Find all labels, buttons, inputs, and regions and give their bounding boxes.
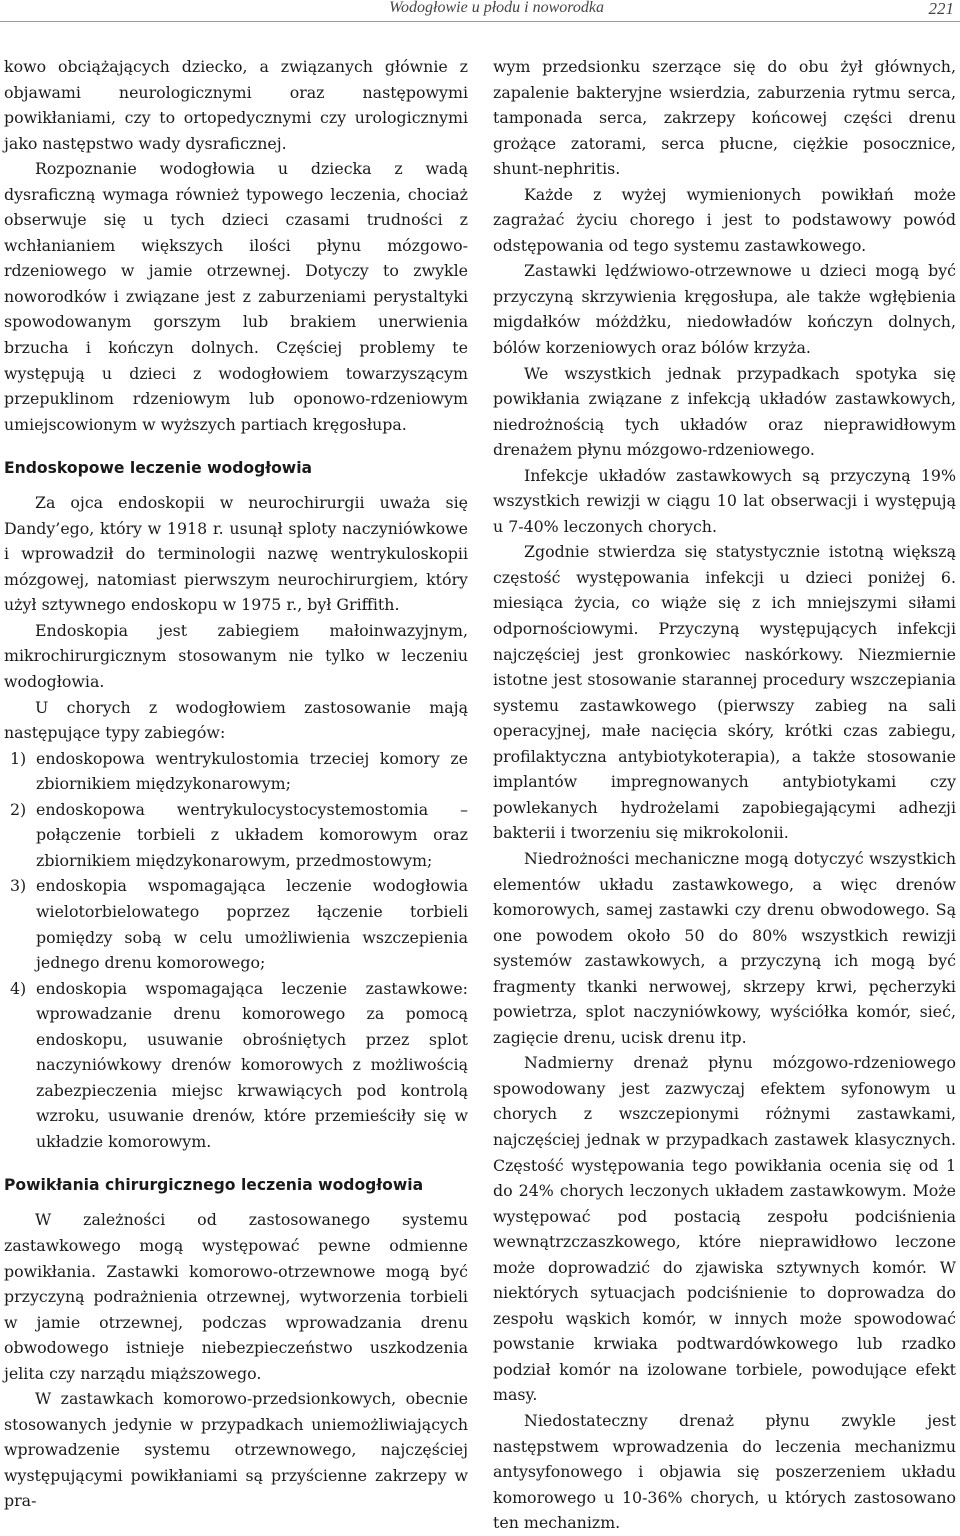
paragraph: W zależności od zastosowanego systemu zastawkowego mogą występować pewne odmienne powikłania. Zastawki komorowo-otrzewnowe mogą być przyczyną podrażnienia otrzewnej, wytworzenia torbieli w jamie otrzewnej, podczas wprowadzania drenu obwodowego istnieje niebezpieczeństwo uszkodzenia jelita czy narządu miąższowego. [4,1210,468,1383]
left-column [4,54,468,1514]
paragraph: Niedrożności mechaniczne mogą dotyczyć wszystkich elementów układu zastawkowego, a więc drenów komorowych, samej zastawki czy drenu obwodowego. Są one powodem około 50 do 80% wszystkich rewizji systemów zastawkowych, a przyczyną ich mogą być fragmenty tkanki nerwowej, skrzepy krwi, pęcherzyki powietrza, splot naczyniówkowy, wyściółka komór, sieć, zagięcie drenu, ucisk drenu itp. [493,848,956,1047]
list-item-text: endoskopia wspomagająca leczenie wodogłowia wielotorbielowatego poprzez łączenie torbieli pomiędzy sobą w celu umożliwienia wszczepienia jednego drenu komorowego; [36,876,468,973]
paragraph: Każde z wyżej wymienionych powikłań może zagrażać życiu chorego i jest to podstawowy powód odstępowania od tego systemu zastawkowego. [493,184,956,255]
list-item-text: endoskopowa wentrykulostomia trzeciej komory ze zbiornikiem międzykonarowym; [36,748,468,794]
paragraph: W zastawkach komorowo-przedsionkowych, obecnie stosowanych jedynie w przypadkach uniemożliwiających wprowadzenie systemu otrzewnowego, najczęściej występującymi powikłaniami są przyścienne zakrzepy w pra- [4,1389,468,1511]
paragraph: Endoskopia jest zabiegiem małoinwazyjnym, mikrochirurgicznym stosowanym nie tylko w leczeniu wodogłowia. [4,620,468,692]
paragraph: Zastawki lędźwiowo-otrzewnowe u dzieci mogą być przyczyną skrzywienia kręgosłupa, ale także wgłębienia migdałków móżdżku, niedowładów kończyn dolnych, bólów korzeniowych oraz bólów krzyża. [493,261,956,358]
paragraph: Nadmierny drenaż płynu mózgowo-rdzeniowego spowodowany jest zazwyczaj efektem syfonowym u chorych z wszczepionymi różnymi zastawkami, najczęściej jednak w przypadkach zastawek klasycznych. Częstość występowania tego powikłania ocenia się od 1 do 24% chorych leczonych układem zastawkowym. Może występować pod postacią zespołu podciśnienia wewnątrzczaszkowego, które nieprawidłowo leczone może doprowadzić do zjawiska sztywnych komór. W niektórych sytuacjach podciśnienie to doprowadza do zespołu wąskich komór, w innych może spowodować powstanie krwiaka podtwardówkowego lub rzadko podział komór na izolowane torbiele, powodujące efekt masy. [493,1053,956,1405]
paragraph: Rozpoznanie wodogłowia u dziecka z wadą dysraficzną wymaga również typowego leczenia, chociaż obserwuje się u tych dzieci czasami trudności z wchłanianiem większych ilości płynu mózgowo-rdzeniowego w jamie otrzewnej. Dotyczy to zwykle noworodków i związane jest z zaburzeniami perystaltyki spowodowanym gorszym lub brakiem unerwienia brzucha i kończyn dolnych. Częściej problemy te występują u dzieci z wodogłowiem towarzyszącym przepuklinom rdzeniowym lub oponowo-rdzeniowym umiejscowionym w wyższych partiach kręgosłupa. [4,159,468,434]
paragraph: Niedostateczny drenaż płynu zwykle jest następstwem wprowadzenia do leczenia mechanizmu antysyfonowego i objawia się poszerzeniem układu komorowego u 10-36% chorych, u których zastosowano ten mechanizm. [493,1410,956,1533]
paragraph: Za ojca endoskopii w neurochirurgii uważa się Dandy’ego, który w 1918 r. usunął sploty naczyniówkowe i wprowadził do terminologii nazwę wentrykuloskopii mózgowej, natomiast pierwszym neurochirurgiem, który użył sztywnego endoskopu w 1975 r., był Griffith. [4,493,468,615]
paragraph: wym przedsionku szerzące się do obu żył głównych, zapalenie bakteryjne wsierdzia, zaburzenia rytmu serca, tamponada serca, zakrzepy końcowej części drenu grożące zatorami, serca płucne, ciężkie posocznice, shunt-nephritis. [493,57,956,179]
paragraph: kowo obciążających dziecko, a związanych głównie z objawami neurologicznymi oraz następowymi powikłaniami, czy to ortopedycznymi czy urologicznymi jako następstwo wady dysraficznej. [4,57,468,153]
list-number: 1) [10,748,27,768]
list-item [4,873,468,975]
list-number: 2) [10,799,27,819]
paragraph: We wszystkich jednak przypadkach spotyka się powikłania związane z infekcją układów zastawkowych, niedrożnością tych układów oraz nieprawidłowym drenażem płynu mózgowo-rdzeniowego. [493,363,956,460]
list-item [4,797,468,874]
right-column [493,54,956,1536]
procedure-list [4,746,468,1155]
section-heading-complications: Powikłania chirurgicznego leczenia wodogłowia [4,1176,424,1195]
running-header [0,0,960,22]
list-item-text: endoskopia wspomagająca leczenie zastawkowe: wprowadzanie drenu komorowego za pomocą endoskopu, usuwanie obrośniętych przez splot naczyniówkowy drenów komorowych z możliwością zabezpieczenia miejsc krwawiących pod kontrolą wzroku, usuwanie drenów, które przemieściły się w układzie komorowym. [36,978,468,1151]
page-number: 221 [928,0,954,18]
list-number: 3) [10,876,27,896]
running-title: Wodogłowie u płodu i noworodka [389,0,604,16]
paragraph: Infekcje układów zastawkowych są przyczyną 19% wszystkich rewizji w ciągu 10 lat obserwacji i występują u 7-40% leczonych chorych. [493,465,956,536]
list-item [4,976,468,1155]
list-item-text: endoskopowa wentrykulocystocystemostomia – połączenie torbieli z układem komorowym oraz zbiornikiem międzykonarowym, przedmostowym; [36,799,468,870]
list-number: 4) [10,978,27,998]
list-item [4,746,468,797]
paragraph: Zgodnie stwierdza się statystycznie istotną większą częstość występowania infekcji u dzieci poniżej 6. miesiąca życia, co wiąże się z ich mniejszymi siłami odpornościowymi. Przyczyną występujących infekcji najczęściej jest gronkowiec naskórkowy. Niezmiernie istotne jest stosowanie starannej procedury wszczepiania systemu zastawkowego (pierwszy zabieg na sali operacyjnej, małe nacięcia skóry, krótki czas zabiegu, profilaktyczna antybiotykoterapia), a także stosowanie implantów impregnowanych antybiotykami czy powlekanych hydrożelami zapobiegającymi adhezji bakterii i tworzeniu się mikrokolonii. [493,542,956,843]
section-heading-endoscopy: Endoskopowe leczenie wodogłowia [4,459,313,478]
paragraph: U chorych z wodogłowiem zastosowanie mają następujące typy zabiegów: [4,697,468,743]
